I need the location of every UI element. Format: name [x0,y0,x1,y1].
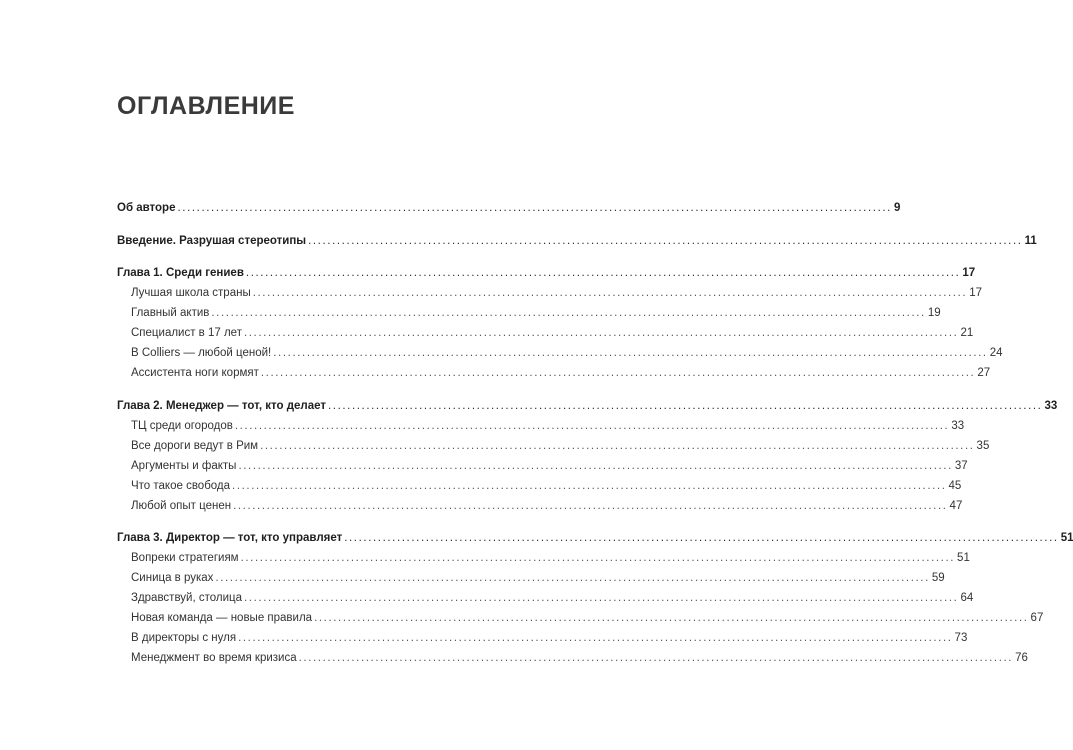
toc-entry-page: 21 [960,327,974,339]
toc-entry-page: 73 [954,632,968,644]
dot-leader: ..................................................................................................................................................... [314,612,1029,624]
dot-leader: ..................................................................................................................................................... [240,552,956,564]
toc-entry-page: 47 [949,500,963,512]
toc-entry-page: 27 [977,367,991,379]
toc-entry-title: ТЦ среди огородов [131,420,233,432]
toc-entry-page: 17 [969,287,982,299]
dot-leader: ..................................................................................................................................................... [233,500,948,512]
dot-leader: ..................................................................................................................................................... [243,327,959,339]
toc-entry-title: Главный актив [131,307,210,319]
toc-entry-page: 51 [1060,532,1073,544]
toc-entry-title: Здравствуй, столица [131,592,243,604]
toc-entry-title: Новая команда — новые правила [131,612,313,624]
toc-entry-chapter-2[interactable] [117,397,1058,415]
toc-entry-page: 59 [931,572,945,584]
toc-entry-page: 19 [927,307,941,319]
dot-leader: ..................................................................................................................................................... [234,420,950,432]
toc-entry-title: Глава 2. Менеджер — тот, кто делает [117,400,326,412]
toc-entry-section[interactable] [131,589,974,607]
toc-entry-section[interactable] [131,649,1028,667]
toc-entry-section[interactable] [131,629,968,647]
toc-entry-page: 76 [1015,652,1028,664]
toc-entry-page: 37 [954,460,968,472]
toc-entry-about-author[interactable] [117,199,901,217]
toc-entry-page: 24 [989,347,1003,359]
toc-entry-title: Что такое свобода [131,480,231,492]
toc-entry-title: Специалист в 17 лет [131,327,242,339]
dot-leader: ..................................................................................................................................................... [327,400,1043,412]
toc-entry-title: Ассистента ноги кормят [131,367,259,379]
toc-entry-page: 35 [976,440,990,452]
toc-entry-section[interactable] [131,304,941,322]
dot-leader: ..................................................................................................................................................... [260,367,976,379]
dot-leader: ..................................................................................................................................................... [215,572,930,584]
toc-entry-title: Вопреки стратегиям [131,552,239,564]
dot-leader: ..................................................................................................................................................... [211,307,926,319]
toc-entry-section[interactable] [131,477,962,495]
toc-entry-title: В директоры с нуля [131,632,237,644]
toc-entry-section[interactable] [131,364,991,382]
toc-entry-introduction[interactable] [117,232,1037,250]
dot-leader: ..................................................................................................................................................... [273,347,988,359]
toc-entry-title: Лучшая школа страны [131,287,251,299]
table-of-contents [117,0,1073,750]
toc-entry-section[interactable] [131,549,970,567]
dot-leader: ..................................................................................................................................................... [245,267,961,279]
dot-leader: ..................................................................................................................................................... [238,632,953,644]
toc-entry-page: 51 [957,552,970,564]
toc-entry-title: Синица в руках [131,572,214,584]
toc-entry-title: Глава 1. Среди гениев [117,267,244,279]
toc-entry-chapter-1[interactable] [117,264,976,282]
toc-entry-section[interactable] [131,437,990,455]
toc-entry-title: В Colliers — любой ценой! [131,347,272,359]
dot-leader: ..................................................................................................................................................... [252,287,968,299]
toc-entry-section[interactable] [131,609,1044,627]
toc-entry-page: 33 [1044,400,1058,412]
toc-entry-page: 45 [948,480,962,492]
toc-entry-section[interactable] [131,324,974,342]
dot-leader: ..................................................................................................................................................... [238,460,953,472]
dot-leader: ..................................................................................................................................................... [232,480,947,492]
dot-leader: ..................................................................................................................................................... [344,532,1059,544]
toc-entry-section[interactable] [131,497,963,515]
dot-leader: ..................................................................................................................................................... [177,202,892,214]
toc-entry-page: 9 [893,202,901,214]
toc-entry-title: Аргументы и факты [131,460,237,472]
toc-entry-title: Все дороги ведут в Рим [131,440,259,452]
toc-entry-title: Введение. Разрушая стереотипы [117,235,307,247]
toc-entry-page: 11 [1024,235,1037,247]
toc-entry-chapter-3[interactable] [117,529,1073,547]
toc-entry-title: Любой опыт ценен [131,500,232,512]
page-title: ОГЛАВЛЕНИЕ [117,92,295,120]
toc-entry-page: 67 [1030,612,1044,624]
toc-entry-page: 17 [962,267,976,279]
dot-leader: ..................................................................................................................................................... [308,235,1023,247]
toc-entry-section[interactable] [131,284,982,302]
toc-entry-title: Об авторе [117,202,176,214]
toc-entry-section[interactable] [131,344,1003,362]
toc-entry-title: Менеджмент во время кризиса [131,652,297,664]
dot-leader: ..................................................................................................................................................... [260,440,975,452]
toc-entry-title: Глава 3. Директор — тот, кто управляет [117,532,343,544]
toc-entry-section[interactable] [131,457,968,475]
dot-leader: ..................................................................................................................................................... [298,652,1014,664]
toc-entry-page: 33 [951,420,965,432]
toc-entry-section[interactable] [131,569,945,587]
toc-entry-section[interactable] [131,417,965,435]
toc-entry-page: 64 [960,592,974,604]
dot-leader: ..................................................................................................................................................... [244,592,959,604]
